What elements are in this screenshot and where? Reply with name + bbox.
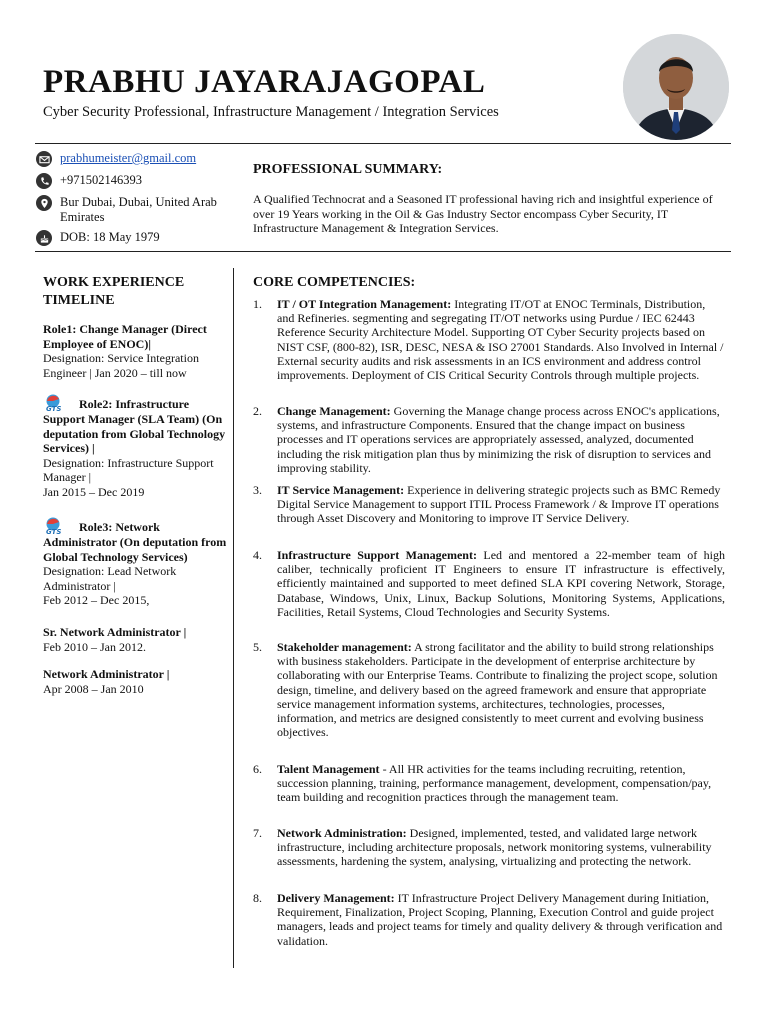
- competency-item: [253, 404, 725, 475]
- job-title: Role1: Change Manager (Direct Employee of ENOC)|: [43, 322, 207, 351]
- job-title: Network Administrator |: [43, 667, 170, 681]
- profile-photo: [623, 34, 729, 140]
- summary-title: PROFESSIONAL SUMMARY:: [253, 162, 443, 177]
- timeline-job-3: [43, 517, 228, 608]
- competency-number: 4.: [253, 548, 262, 562]
- competency-number: 1.: [253, 297, 262, 311]
- timeline-title: WORK EXPERIENCE TIMELINE: [43, 275, 185, 308]
- job-title: Role3: Network Administrator (On deputation from Global Technology Services): [43, 520, 227, 564]
- competency-text: Led and mentored a 22-member team of high caliber, technically proficient IT Engineers to ensure IT infrastructure is effectively, efficiently maintained and supported to meet defined SLA KPI covering Network, Storage, Database, Windows, Unix, Linux, Backup Solutions, Monitoring Systems, Applications, Facilities, Retail Systems, Cloud Technologies and Security Systems.: [277, 548, 725, 619]
- competency-number: 8.: [253, 891, 262, 905]
- competency-text: Experience in delivering strategic projects such as BMC Remedy Digital Service Management to support ITIL Process Framework / & Improve IT operations through Asset Discovery and Monitoring to improve IT Service Delivery.: [277, 483, 721, 526]
- contact-phone-row: [36, 173, 142, 189]
- job-title: Sr. Network Administrator |: [43, 625, 187, 639]
- job-dates: Feb 2010 – Jan 2012.: [43, 639, 146, 654]
- phone-icon: [36, 173, 52, 189]
- competency-title: Stakeholder management:: [277, 640, 412, 654]
- date-of-birth: DOB: 18 May 1979: [60, 230, 160, 244]
- competency-title: Talent Management: [277, 762, 380, 776]
- candidate-subtitle: Cyber Security Professional, Infrastructure Management / Integration Services: [43, 104, 499, 120]
- svg-text:GTS: GTS: [46, 405, 62, 412]
- competency-title: IT Service Management:: [277, 483, 405, 497]
- competency-number: 2.: [253, 404, 262, 418]
- summary-text: A Qualified Technocrat and a Seasoned IT professional having rich and insightful experience of over 19 Years working in the Oil & Gas Industry Sector encompass Cyber Security, IT Infrastructure Management & Integration Services.: [253, 192, 713, 235]
- competency-item: [253, 548, 725, 619]
- job-detail: Designation: Service Integration Engineer | Jan 2020 – till now: [43, 351, 199, 380]
- column-divider: [233, 268, 234, 968]
- competency-title: IT / OT Integration Management:: [277, 297, 452, 311]
- address-text: Bur Dubai, Dubai, United Arab Emirates: [60, 195, 217, 224]
- competency-item: [253, 762, 725, 805]
- job-detail: Designation: Lead Network Administrator |: [43, 564, 177, 593]
- timeline-job-4: [43, 625, 228, 654]
- competency-title: Network Administration:: [277, 826, 407, 840]
- timeline-job-1: [43, 322, 228, 380]
- competency-item: [253, 640, 725, 739]
- gts-logo-icon: [43, 517, 77, 535]
- svg-text:GTS: GTS: [46, 528, 62, 535]
- competency-text: - All HR activities for the teams including recruiting, retention, succession planning, training, performance management, development, compensation/pay, team building and recognition practices through the management team.: [277, 762, 712, 805]
- phone-number: +971502146393: [60, 173, 143, 187]
- competency-number: 3.: [253, 483, 262, 497]
- competency-item: [253, 826, 725, 869]
- contact-email-row: [36, 151, 196, 167]
- competency-number: 7.: [253, 826, 262, 840]
- competency-title: Delivery Management:: [277, 891, 395, 905]
- competency-title: Infrastructure Support Management:: [277, 548, 477, 562]
- competency-item: [253, 297, 725, 382]
- timeline-job-2: [43, 394, 228, 499]
- competencies-title: CORE COMPETENCIES:: [253, 275, 416, 290]
- competency-text: Designed, implemented, tested, and validated large network infrastructure, including architecture proposals, network monitoring systems, vulnerability assessments, hardening the system, analysing, virtualizing and protecting the network.: [277, 826, 712, 869]
- competency-text: Integrating IT/OT at ENOC Terminals, Distribution, and Refineries. segmenting and segregating IT/OT networks using Purdue / IEC 62443 Reference Security Architecture Model. Supporting OT Cyber Security projects based on NIST CSF, (800-82), ISR, DESC, NESA & ISO 27001 Standards. Also Involved in Internal / External security audits and risk assessments in an ICS environment and address control improvements. Deployment of CIS Critical Security Controls through multiple projects.: [277, 297, 724, 383]
- gts-logo-icon: [43, 394, 77, 412]
- competency-number: 5.: [253, 640, 262, 654]
- job-dates: Apr 2008 – Jan 2010: [43, 681, 144, 696]
- job-detail: Designation: Infrastructure Support Manager |: [43, 455, 214, 484]
- job-dates: Feb 2012 – Dec 2015,: [43, 593, 150, 607]
- competency-text: Governing the Manage change process across ENOC's applications, systems, and infrastructure Components. Ensured that the change impact on business processes and IT operations services are appropriately assessed, analyzed, documented including the risk mitigation plan thus by minimizing the risk of disruption to services and improving stability.: [277, 404, 720, 475]
- birthday-cake-icon: [36, 230, 52, 246]
- job-title: Role2: Infrastructure Support Manager (SLA Team) (On deputation from Global Technology Services) |: [43, 397, 226, 455]
- candidate-name: PRABHU JAYARAJAGOPAL: [43, 64, 486, 100]
- timeline-job-5: [43, 667, 228, 696]
- competency-text: A strong facilitator and the ability to build strong relationships with business stakeholders. Participate in the development of enterprise architecture by collaborating with our Enterprise Teams. Contribute to finalizing the project scope, solution design, timeline, and delivery based on the agreed framework and ensure that appropriate service management information systems, architectures, technologies, processes, information, and metrics are designed consistently to meet current and evolving business objectives.: [277, 640, 718, 740]
- email-icon: [36, 151, 52, 167]
- job-dates: Jan 2015 – Dec 2019: [43, 484, 145, 499]
- competency-item: [253, 891, 725, 948]
- email-link[interactable]: prabhumeister@gmail.com: [60, 151, 197, 165]
- competency-number: 6.: [253, 762, 262, 776]
- location-pin-icon: [36, 195, 52, 211]
- section-divider: [35, 251, 731, 252]
- header-divider: [35, 143, 731, 144]
- competency-text: IT Infrastructure Project Delivery Management during Initiation, Requirement, Finalization, Project Scoping, Planning, Execution Control and guide project managers, leads and project teams for timely and quality delivery & through verification and validation.: [277, 891, 723, 948]
- competency-title: Change Management:: [277, 404, 391, 418]
- competency-item: [253, 483, 725, 526]
- contact-dob-row: [36, 230, 160, 246]
- contact-address-row: [36, 195, 231, 225]
